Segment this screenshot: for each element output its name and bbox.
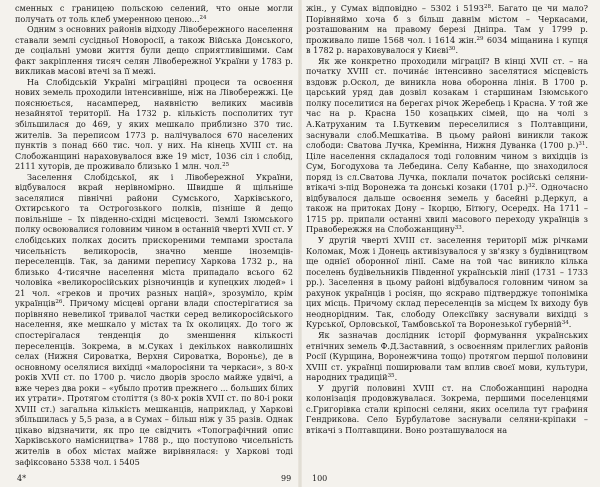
book-gutter	[298, 0, 302, 487]
paragraph: Як зазначав дослідник історії формування українських етнічних земель Ф.Д.Заставний, з освоєнням прилеглих районів Росії (Курщина, Воронежчина тощо) протягом першої половини XVIII ст. українці поширювали там вплив своєї мови, культури, народних традицій$^{35}$.	[306, 329, 588, 383]
paragraph: Заселення Слобідської, як і Лівобережної України, відбувалося вкрай нерівномірно. Швидше й щільніше заселялися північні райони Сумського, Харківського, Охтирського та Острогозького полків, пізніше й дещо повільніше – їх південно-східні місцевості. Землі Ізюмського полку освоювалися головним чином в останній чверті XVII ст. У слобідських полках досить прискореними темпами зростала чисельність великоросів, значно менше іноземців-переселенців. Так, за даними перепису Харкова 1732 р., на близько 4-тисячне населення міста припадало всього 62 чоловіка «великоросійських різночинців и купецких людей» і 21 чол. «греков и прочих разных націй», зрозуміло, крім українців$^{26}$. Причому місцеві органи влади спостерігатися за порівняно невеликої тривалої частки серед великоросійського населення, яке мешкало у містах та їх околицях. До того ж спостерігалася тенденція до зменшення кількості переселенців. Зокрема, в м.Суках і декількох навколишніх селах (Нижня Сироватка, Верхня Сироватка, Вороньє), де в основному оселялися вихідці «малоросіяни та черкаси», з 80-х років XVII ст. по 1700 р. число дворів зросло майже удвічі, а вже через два роки – «убыло против прежнего ... больших білих их утрати». Протягом століття (з 80-х років XVII ст. по 80-і роки XVIII ст.) загальна кількість мешканців, наприклад, у Харкові збільшилась у 5,5 раза, а в Сумах – більш ніж у 35 разів. Однак цікаво відзначити, як про це свідчить «Топографічний опис Харківського намісництва» 1788 р., що поступово чисельність жителів в обох містах майже вирівнялася: у Харкові тоді зафіксовано 5338 чол. і 5405	[15, 171, 293, 467]
paragraph: На Слобідській Україні міграційні процеси та освоєння нових земель проходили інтенсивніше, ніж на Лівобережжі. Це пояснюється, насамперед, наявністю великих масивів незайнятої території. На 1732 р. кількість посполитих тут збільшилася до 469, у яких мешкало приблизно 370 тис. жителів. За переписом 1773 р. налічувалося 670 населених пунктів з понад 660 тис. чол. у них. На кінець XVIII ст. на Слобожанщині нараховувалося вже 19 міст, 1036 сіл і слобід, 2111 хуторів, де проживало близько 1 млн. чол.$^{25}$	[15, 76, 293, 172]
printer-signature: 4*	[17, 474, 27, 483]
page-number-left: 99	[281, 474, 292, 483]
page-number-right: 100	[312, 474, 328, 483]
paragraph: У другій половині XVIII ст. на Слобожанщині народна колонізація продовжувалася. Зокрема, першими поселенцями с.Григорівка стали кріпосні селяни, яких оселила тут графиня Гендрикова. Село Бурбулатове заснували селяни-кріпаки – втікачі з Полтавщини. Воно розташувалося на	[306, 382, 588, 435]
paragraph: У другій чверті XVIII ст. заселення території між річками Коломак, Мож і Донець активізувалося у зв'язку з будівництвом ще однієї оборонної лінії. Саме на той час виникло кілька поселень будівельників Південної українській лінії (1731 – 1733 рр.). Заселення в цьому районі відбувалося головним чином за рахунок українців і росіян, що яскраво підтверджує топоніміка цих місць. Причому склад переселенців за місцем їх виходу був неоднорідним. Так, слободу Олексіївку заснували вихідці з Курської, Орловської, Тамбовської та Воронезької губерній$^{34}$.	[306, 235, 588, 330]
left-page	[15, 3, 293, 473]
paragraph: Одним з основних районів відходу Лівобережного населення ставали землі сусідньої Новоросії, а також Війська Донського, де соціальні умови життя були дещо сприятливішими. Сам факт закріплення тисяч селян Лівобережної України у 1783 р. викликав масові втечі за її межі.	[15, 24, 293, 77]
paragraph: жін., у Сумах відповідно – 5302 і 5193$^{28}$. Багато це чи мало? Порівняймо хоча б з більш давнім містом – Черкасами, розташованим на правому березі Дніпра. Там у 1799 р. проживало лише 1568 чол. і 1614 жін.$^{29}$ 6034 міщанина і купця в 1782 р. нараховувалося у Києві$^{30}$.	[306, 3, 588, 56]
paragraph: сменных с границею польскою селений, что оные могли получать от толь клеб умеренною ценою...$^{24}$	[15, 3, 293, 24]
right-page	[306, 3, 588, 473]
paragraph: Як же конкретно проходили міграції? В кінці XVII ст. – на початку XVIII ст. почина́є інтенсивно заселятися місцевість вздовж р.Оскол, де виникла нова оборонна лінія. В 1700 р. царський уряд дав дозвіл козакам і старшинам Ізюмського полку поселитися на берегах річок Жеребець і Красна. У той же час на р. Красна 150 козацьких сімей, що на чолі з А.Катруханим та І.Буткевим переселилися з Полтавщини, заснували слоб.Мешкатіва. В цьому районі виникли також слободи: Сватова Лучка, Кремінна, Нижня Дуванка (1700 р.)$^{31}$. Ціле населення складалося тоді головним чином з вихідців із Сум, Богодухова та Лебедина. Селу Кабанне, що знаходилося поряд із сл.Сватова Лучка, поклали початок російські селяни-втікачі з-під Воронежа та донські козаки (1701 р.)$^{32}$. Одночасно відбувалося дальше освоєння земель у басейні р.Деркул, а також на притоках Дону – Ікорцю, Бітюгу, Осередх. На 1711 – 1715 рр. припали останні хвилі масового переходу українців з Правобережжя на Слобожанщину$^{33}$.	[306, 55, 588, 235]
